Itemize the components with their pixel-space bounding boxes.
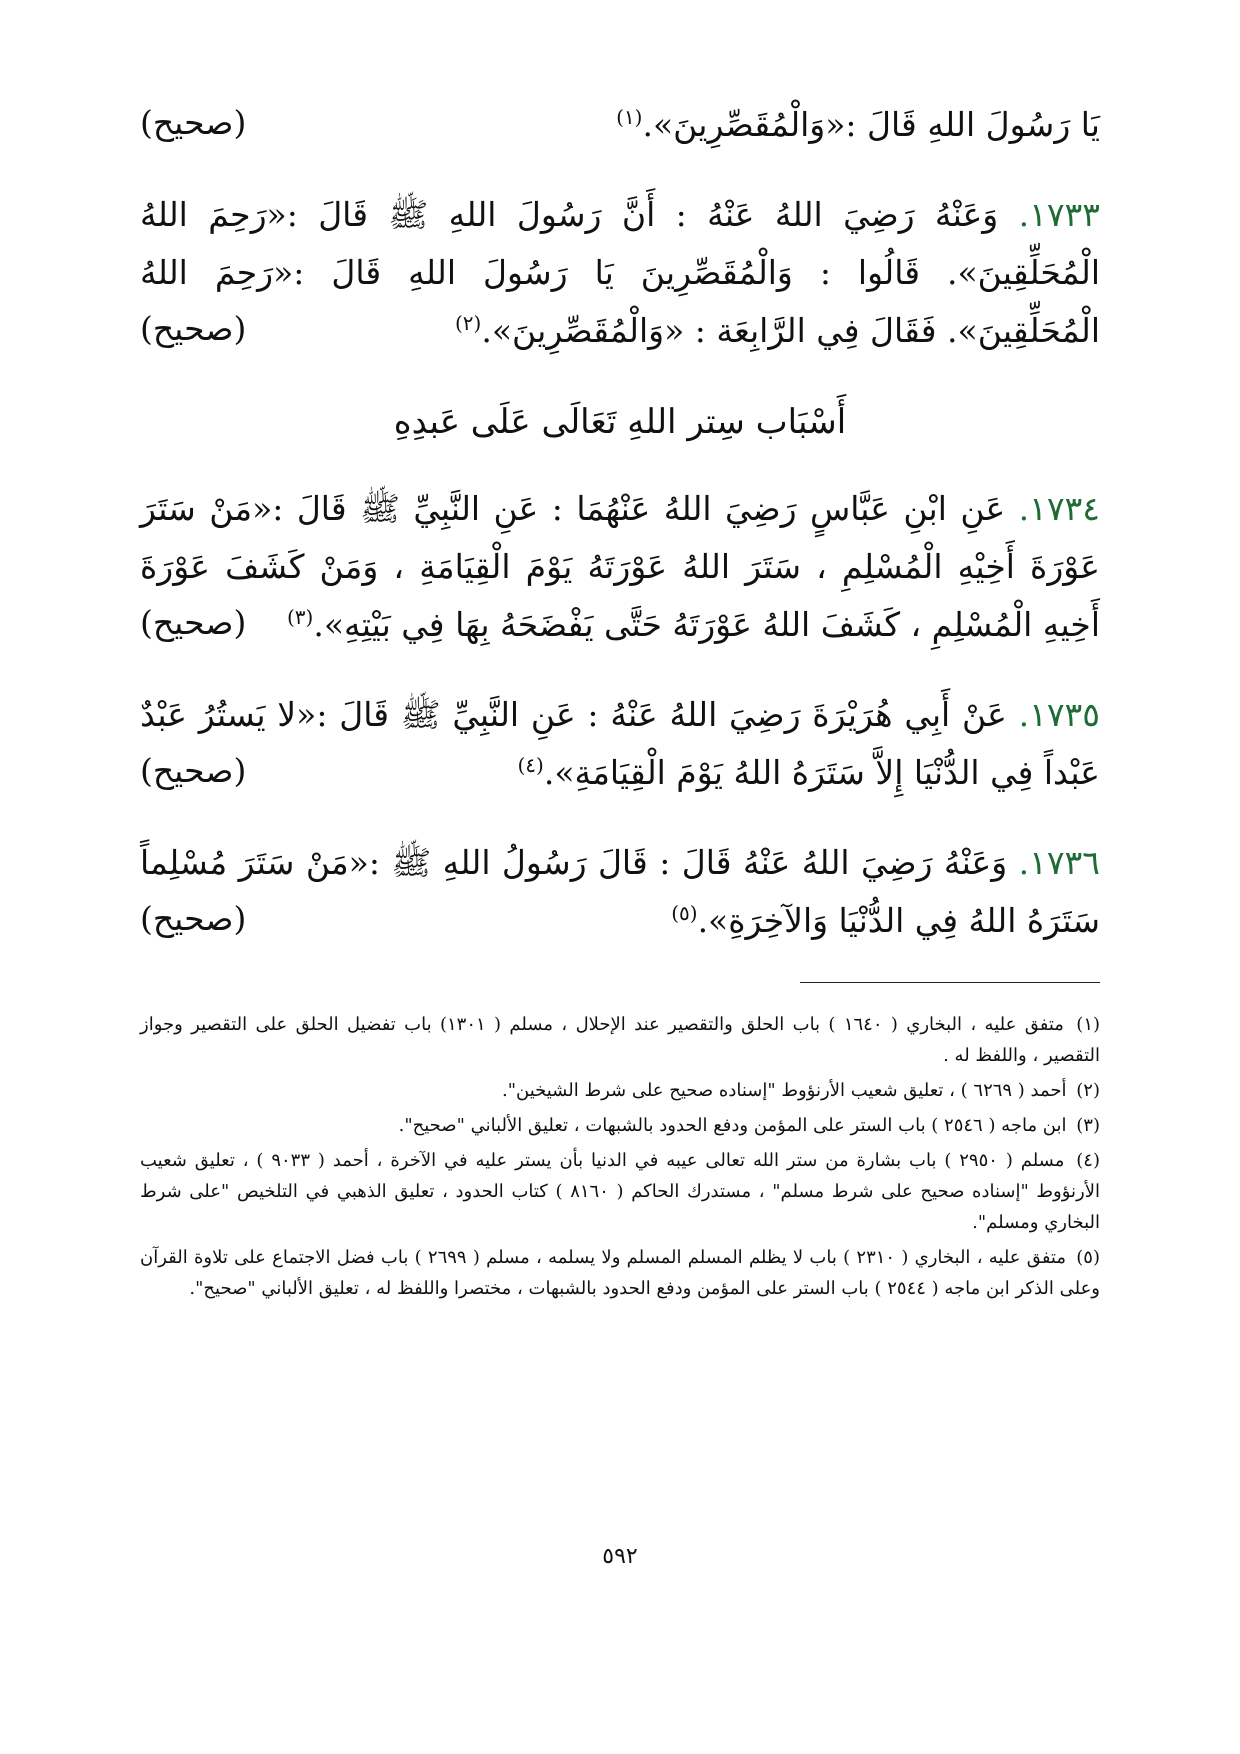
section-title: أَسْبَاب سِتر اللهِ تَعَالَى عَلَى عَبدِهِ: [393, 402, 847, 442]
hadith-number: ١٧٣٦.: [1018, 843, 1101, 882]
page-number: ٥٩٢: [602, 1544, 638, 1569]
footnote-text: ابن ماجه ( ٢٥٤٦ ) باب الستر على المؤمن ودفع الحدود بالشبهات ، تعليق الألباني "صحيح".: [398, 1115, 1067, 1136]
hadith-number: ١٧٣٤.: [1018, 489, 1100, 528]
hadith-grade: (صحيح): [140, 751, 247, 790]
footnote-number: (٢): [1076, 1080, 1100, 1101]
hadith-text: يَا رَسُولَ اللهِ قَالَ :«وَالْمُقَصِّرِينَ».$^{(١)}$: [616, 105, 1100, 144]
hadith-1735: [140, 686, 1100, 802]
footnote-ref[interactable]: (٢): [454, 311, 482, 335]
footnote-text: مسلم ( ٢٩٥٠ ) باب بشارة من ستر الله تعالى عيبه في الدنيا بأن يستر عليه في الآخرة ، أحمد ( ٩٠٣٣ ) ، تعليق شعيب الأرنؤوط "إسناده صحيح على شرط مسلم" ، مستدرك الحاكم ( ٨١٦٠ ) كتاب الحدود ، تعليق الذهبي في التلخيص "على شرط البخاري ومسلم".: [140, 1150, 1100, 1233]
footnote-text: أحمد ( ٦٢٦٩ ) ، تعليق شعيب الأرنؤوط "إسناده صحيح على شرط الشيخين".: [502, 1080, 1067, 1101]
footnote-number: (١): [1076, 1014, 1101, 1035]
hadith-grade: (صحيح): [140, 309, 247, 348]
hadith-text: ١٧٣٦. وَعَنْهُ رَضِيَ اللهُ عَنْهُ قَالَ : قَالَ رَسُولُ اللهِ ﷺ :«مَنْ سَتَرَ مُسْلِماً سَتَرَهُ اللهُ فِي الدُّنْيَا وَالآخِرَةِ».$^{(٥)}$: [140, 843, 1101, 940]
footnotes: [140, 1009, 1100, 1304]
hadith-grade: (صحيح): [140, 899, 247, 938]
hadith-text: ١٧٣٥. عَنْ أَبِي هُرَيْرَةَ رَضِيَ اللهُ عَنْهُ : عَنِ النَّبِيِّ ﷺ قَالَ :«لا يَستُرُ عَبْدٌ عَبْداً فِي الدُّنْيَا إِلاَّ سَتَرَهُ اللهُ يَوْمَ الْقِيَامَةِ».$^{(٤)}$: [140, 695, 1100, 792]
hadith-text: ١٧٣٣. وَعَنْهُ رَضِيَ اللهُ عَنْهُ : أَنَّ رَسُولَ اللهِ ﷺ قَالَ :«رَحِمَ اللهُ الْمُحَلِّقِينَ». قَالُوا : وَالْمُقَصِّرِينَ يَا رَسُولَ اللهِ قَالَ :«رَحِمَ اللهُ الْمُحَلِّقِينَ». فَقَالَ فِي الرَّابِعَة : «وَالْمُقَصِّرِينَ».$^{(٢)}$: [140, 195, 1100, 350]
hadith-text: ١٧٣٤. عَنِ ابْنِ عَبَّاسٍ رَضِيَ اللهُ عَنْهُمَا : عَنِ النَّبِيِّ ﷺ قَالَ :«مَنْ سَتَرَ عَوْرَةَ أَخِيْهِ الْمُسْلِمِ ، سَتَرَ اللهُ عَوْرَتَهُ يَوْمَ الْقِيَامَةِ ، وَمَنْ كَشَفَ عَوْرَةَ أَخِيهِ الْمُسْلِمِ ، كَشَفَ اللهُ عَوْرَتَهُ حَتَّى يَفْضَحَهُ بِهَا فِي بَيْتِهِ».$^{(٣)}$: [140, 489, 1100, 644]
footnote-number: (٣): [1076, 1115, 1100, 1136]
footnote-text: متفق عليه ، البخاري ( ٢٣١٠ ) باب لا يظلم المسلم المسلم ولا يسلمه ، مسلم ( ٢٦٩٩ ) باب فضل الاجتماع على تلاوة القرآن وعلى الذكر ابن ماجه ( ٢٥٤٤ ) باب الستر على المؤمن ودفع الحدود بالشبهات ، مختصرا واللفظ له ، تعليق الألباني "صحيح".: [140, 1247, 1100, 1299]
footnote-1: [140, 1009, 1100, 1071]
hadith-grade: (صحيح): [140, 103, 247, 142]
footnote-number: (٥): [1076, 1247, 1100, 1268]
hadith-1733: [140, 186, 1100, 360]
footnote-3: [140, 1110, 1100, 1141]
hadith-continuation: [140, 96, 1100, 154]
footnote-ref[interactable]: (٥): [671, 901, 698, 925]
footnote-2: [140, 1075, 1100, 1106]
hadith-1734: [140, 480, 1100, 654]
hadith-1736: [140, 834, 1100, 950]
hadith-number: ١٧٣٣.: [1018, 195, 1100, 234]
footnote-ref[interactable]: (٤): [517, 753, 544, 777]
hadith-grade: (صحيح): [140, 603, 247, 642]
footnote-ref[interactable]: (١): [616, 105, 643, 129]
footnote-divider: [800, 982, 1100, 983]
footnote-4: [140, 1145, 1100, 1238]
footnote-5: [140, 1242, 1100, 1304]
footnote-text: متفق عليه ، البخاري ( ١٦٤٠ ) باب الحلق والتقصير عند الإحلال ، مسلم ( ١٣٠١) باب تفضيل الحلق على التقصير وجواز التقصير ، واللفظ له .: [140, 1014, 1100, 1066]
footnote-ref[interactable]: (٣): [286, 605, 314, 629]
footnote-number: (٤): [1076, 1150, 1100, 1171]
book-page: [140, 96, 1100, 1696]
hadith-number: ١٧٣٥.: [1018, 695, 1100, 734]
